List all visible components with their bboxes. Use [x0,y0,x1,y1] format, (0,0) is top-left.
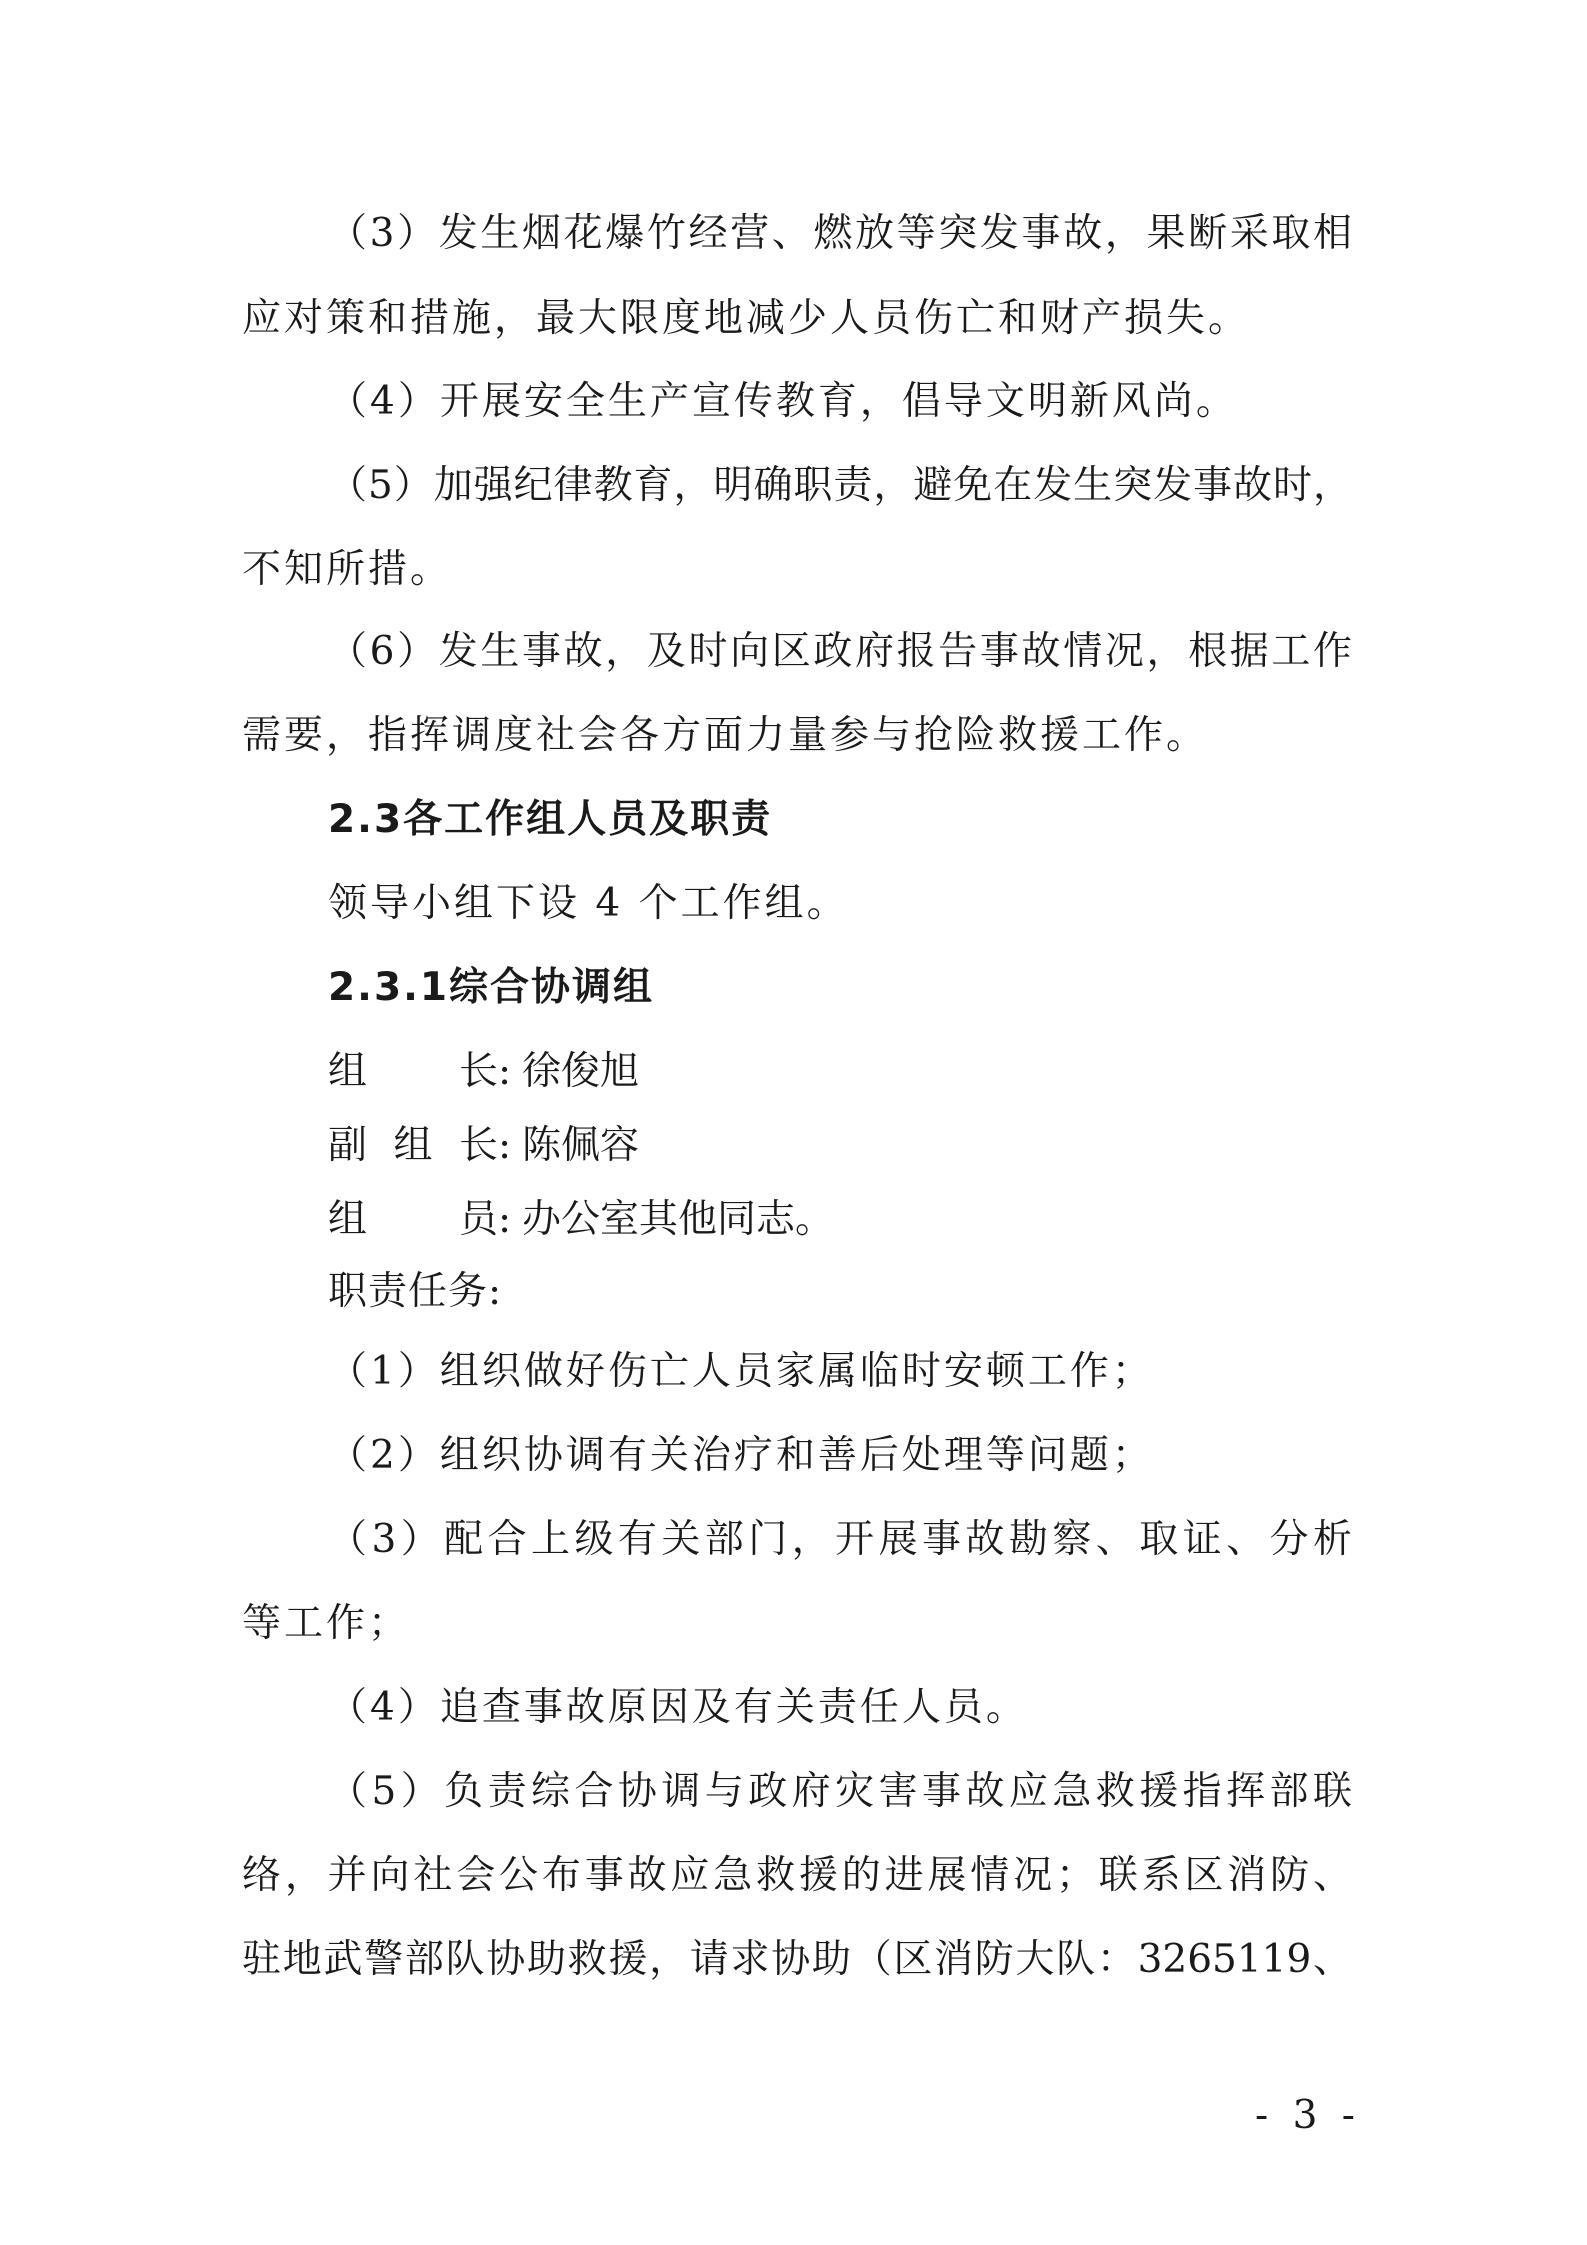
leader-label: 组 长 [328,1049,498,1094]
page-number: - 3 - [1255,2093,1361,2138]
duty-2: （2）组织协调有关治疗和善后处理等问题； [328,1433,1154,1478]
duty-3-line-1: （3）配合上级有关部门，开展事故勘察、取证、分析 [328,1517,1352,1562]
duty-1: （1）组织做好伤亡人员家属临时安顿工作； [328,1349,1154,1394]
paragraph-3-line-1: （3）发生烟花爆竹经营、燃放等突发事故，果断采取相 [328,211,1352,256]
leader-colon: : [498,1049,512,1094]
members-value: 办公室其他同志。 [522,1197,835,1242]
duty-5-line-2: 络，并向社会公布事故应急救援的进展情况；联系区消防、 [242,1853,1352,1898]
paragraph-6-line-1: （6）发生事故，及时向区政府报告事故情况，根据工作 [328,629,1352,674]
deputy-label: 副组长 [328,1123,498,1168]
members-row [328,1196,834,1244]
members-label: 组 员 [328,1197,498,1242]
duty-5-line-1: （5）负责综合协调与政府灾害事故应急救援指挥部联 [328,1769,1352,1814]
members-colon: : [498,1197,512,1242]
duty-3-line-2: 等工作； [242,1601,411,1646]
paragraph-5-line-1: （5）加强纪律教育，明确职责，避免在发生突发事故时， [328,463,1352,508]
duties-title: 职责任务: [328,1269,503,1314]
deputy-name: 陈佩容 [522,1123,640,1168]
leader-name: 徐俊旭 [522,1049,640,1094]
paragraph-4: （4）开展安全生产宣传教育，倡导文明新风尚。 [328,379,1238,424]
paragraph-5-line-2: 不知所措。 [242,547,453,592]
paragraph-3-line-2: 应对策和措施，最大限度地减少人员伤亡和财产损失。 [242,296,1251,341]
section-heading-2-3-1: 2.3.1综合协调组 [328,965,655,1010]
section-heading-2-3: 2.3各工作组人员及职责 [328,797,773,842]
duty-5-line-3: 驻地武警部队协助救援，请求协助（区消防大队：3265119、 [242,1937,1352,1982]
deputy-row [328,1122,639,1170]
leader-row [328,1048,639,1096]
section-intro: 领导小组下设 4 个工作组。 [328,881,849,926]
duty-4: （4）追查事故原因及有关责任人员。 [328,1685,1028,1730]
deputy-colon: : [498,1123,512,1168]
paragraph-6-line-2: 需要，指挥调度社会各方面力量参与抢险救援工作。 [242,713,1209,758]
